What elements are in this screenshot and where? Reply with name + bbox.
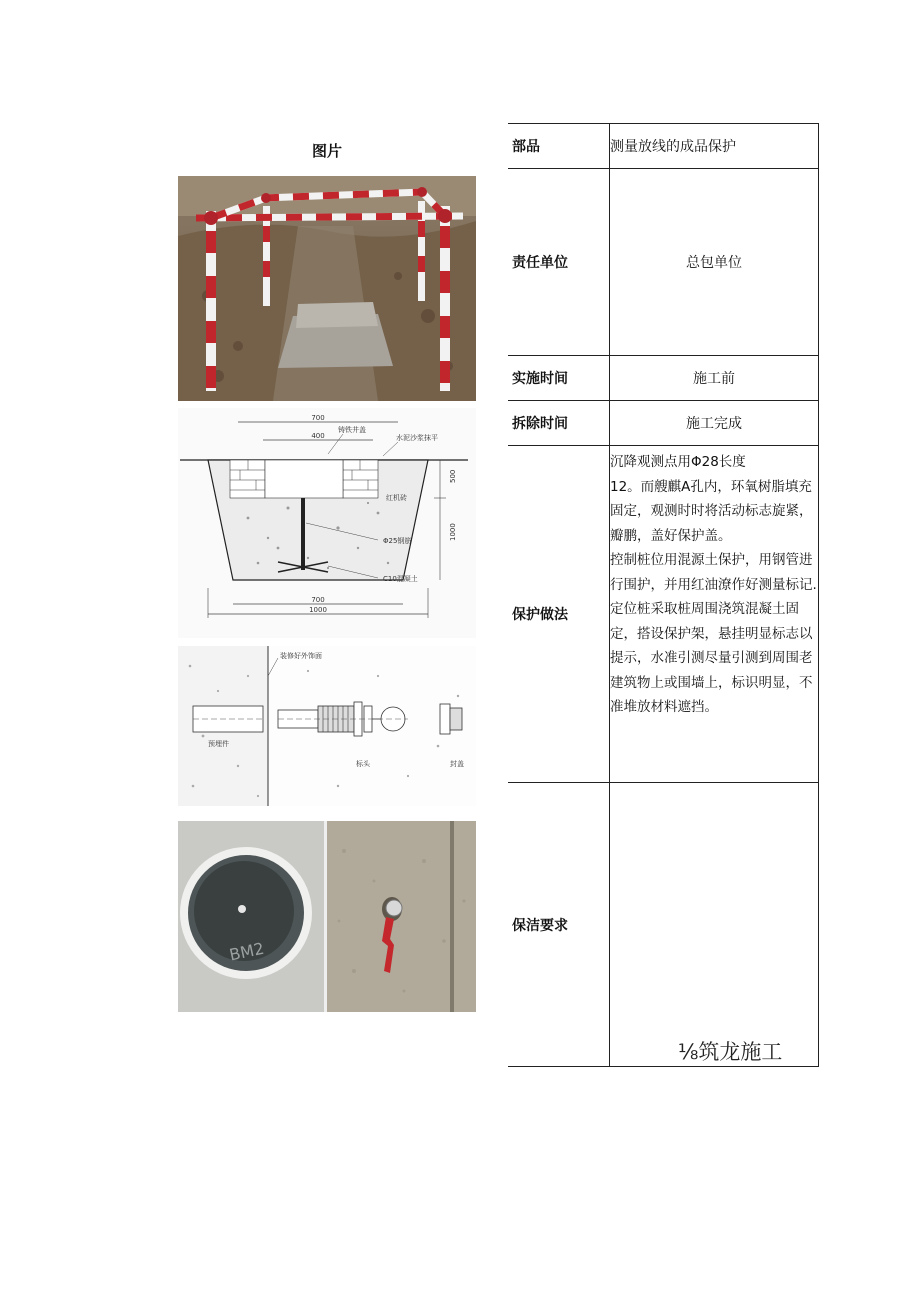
method-line: 沉降观测点用Φ28长度 <box>610 454 746 470</box>
cross-section-diagram <box>178 408 476 638</box>
rebar-label: Φ25钢筋 <box>383 537 412 545</box>
row-key: 实施时间 <box>508 356 610 401</box>
cover-label: 铸铁井盖 <box>338 426 366 434</box>
benchmark-mark: BM2 <box>227 938 266 965</box>
row-value: 测量放线的成品保护 <box>610 124 819 169</box>
specification-table <box>508 123 819 1067</box>
row-key: 责任单位 <box>508 169 610 356</box>
row-key: 拆除时间 <box>508 401 610 446</box>
protection-method-text <box>610 446 819 783</box>
wall-benchmark-diagram <box>178 646 476 806</box>
table-row <box>508 783 819 1067</box>
dim-side2-label: 1000 <box>449 523 457 541</box>
concrete-label: C10混凝土 <box>383 575 418 583</box>
cap-label: 封盖 <box>450 760 464 768</box>
images-column-title: 图片 <box>311 142 342 160</box>
protection-frame-photo <box>178 176 476 401</box>
table-row <box>508 169 819 356</box>
sleeve-label: 预埋件 <box>208 740 229 748</box>
row-key: 保洁要求 <box>508 783 610 1067</box>
ground-benchmark-photo <box>178 821 324 1012</box>
dim-bottom2-label: 1000 <box>309 606 327 614</box>
wall-benchmark-photo <box>324 821 476 1012</box>
dim-inner-label: 400 <box>311 432 325 440</box>
table-row <box>508 356 819 401</box>
method-line: 12。而艘麒A孔内，环氧树脂填充固定，观测时时将活动标志旋紧，瓣鹏，盖好保护盖。 <box>610 478 813 544</box>
watermark-text: ⅛筑龙施工 <box>678 1040 783 1064</box>
dim-side1-label: 500 <box>449 469 457 483</box>
row-key: 部品 <box>508 124 610 169</box>
table-row <box>508 401 819 446</box>
dim-bottom1-label: 700 <box>311 596 325 604</box>
dim-top-label: 700 <box>311 414 325 422</box>
row-value: 施工完成 <box>610 401 819 446</box>
row-value: 总包单位 <box>610 169 819 356</box>
method-line: 控制桩位用混源土保护，用钢管进行围护，并用红油潦作好测量标记. <box>610 552 817 593</box>
row-value: 施工前 <box>610 356 819 401</box>
table-row <box>508 124 819 169</box>
brick-label: 红机砖 <box>386 494 407 502</box>
row-key: 保护做法 <box>508 446 610 783</box>
table-row <box>508 446 819 783</box>
wall-finish-label: 装修好外饰面 <box>280 652 322 660</box>
method-line: 定位桩采取桩周围浇筑混凝土固定，搭设保护架，悬挂明显标志以提示，水准引测尽量引测到周围老建筑物上或围墙上，标识明显，不准堆放材料遮挡。 <box>610 601 813 715</box>
head-label: 标头 <box>356 760 370 768</box>
row-value <box>610 783 819 1067</box>
mortar-label: 水泥沙浆抹平 <box>396 434 438 442</box>
